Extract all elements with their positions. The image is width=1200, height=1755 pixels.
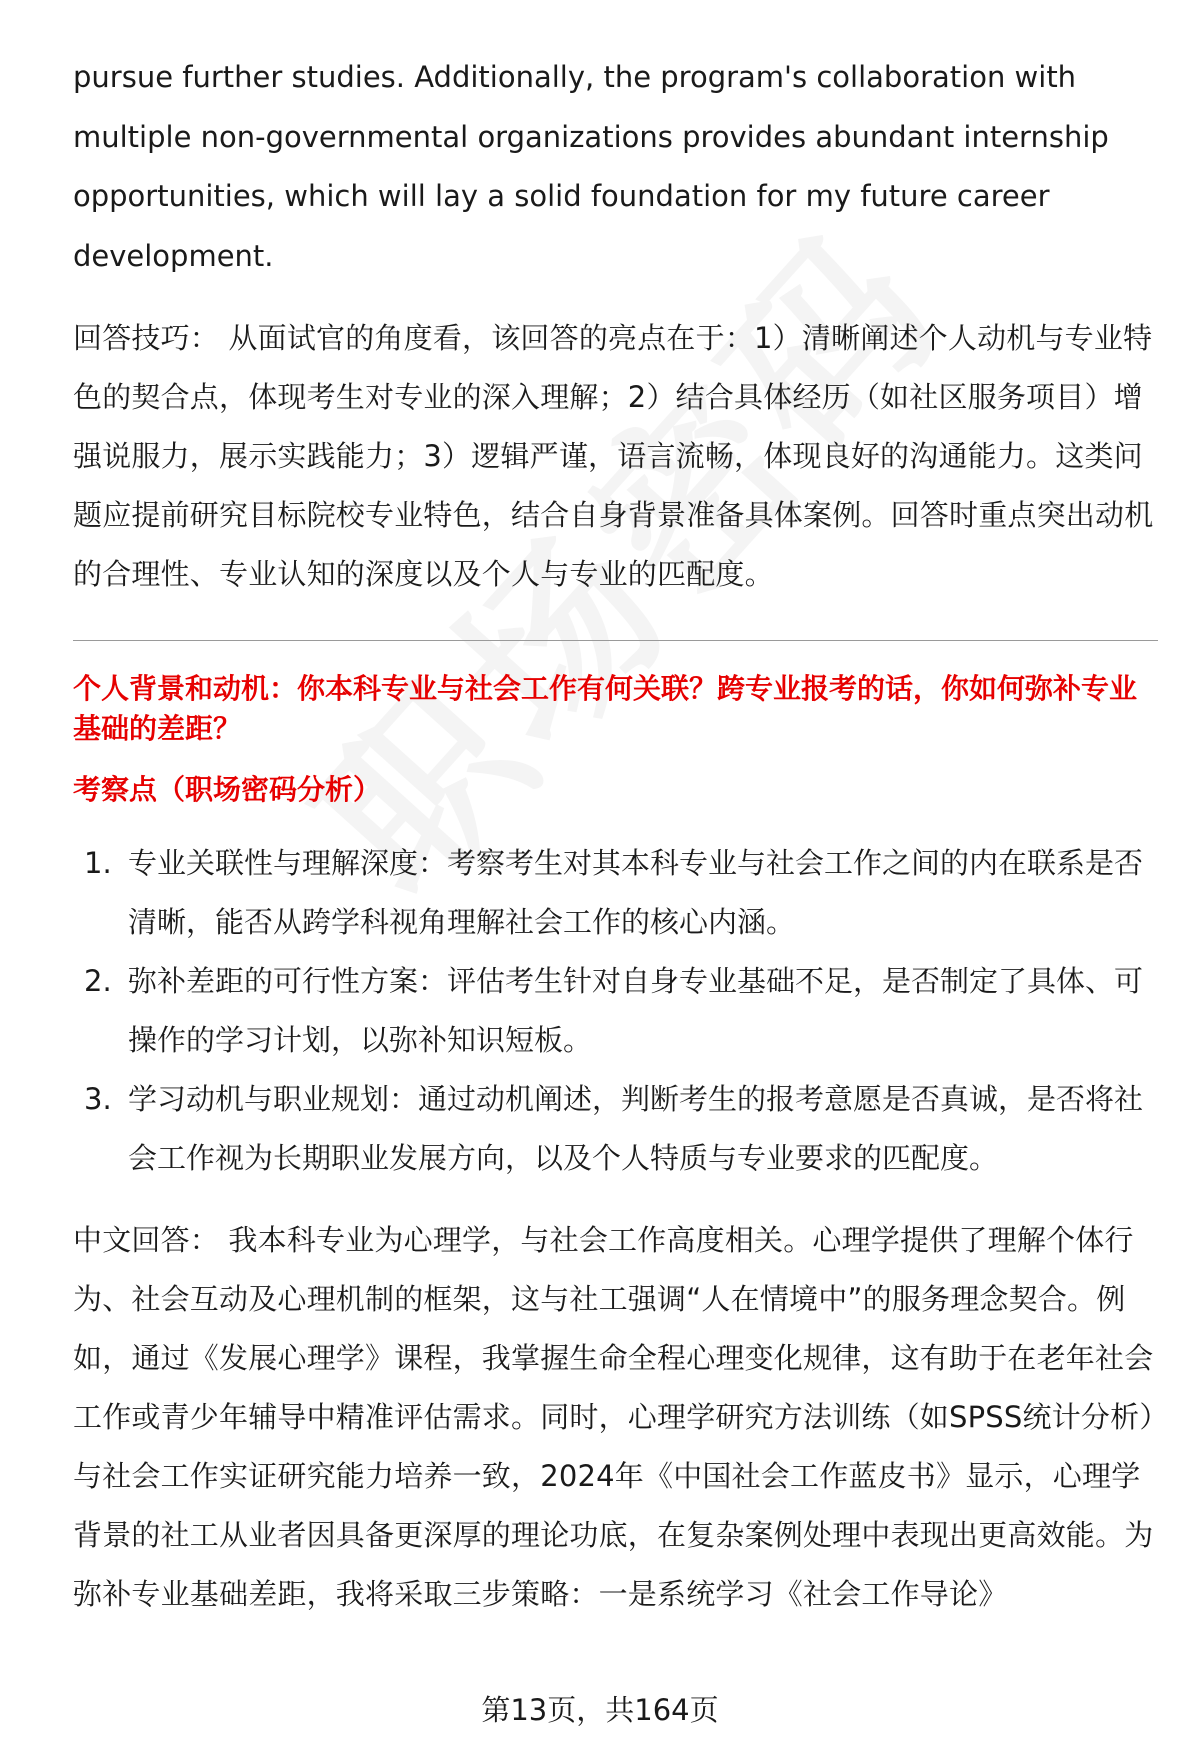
list-item-text: 学习动机与职业规划：通过动机阐述，判断考生的报考意愿是否真诚，是否将社会工作视为长期职业发展方向，以及个人特质与专业要求的匹配度。 <box>128 1082 1144 1175</box>
section-divider <box>73 640 1158 641</box>
question-heading: 个人背景和动机：你本科专业与社会工作有何关联？跨专业报考的话，你如何弥补专业基础的差距？ <box>73 672 1138 745</box>
list-item <box>73 952 1158 1070</box>
list-item <box>73 1070 1158 1188</box>
focus-points-list <box>73 834 1158 1188</box>
answer-tips-paragraph: 回答技巧： 从面试官的角度看，该回答的亮点在于：1）清晰阐述个人动机与专业特色的契合点，体现考生对专业的深入理解；2）结合具体经历（如社区服务项目）增强说服力，展示实践能力；3）逻辑严谨，语言流畅，体现良好的沟通能力。这类问题应提前研究目标院校专业特色，结合自身背景准备具体案例。回答时重点突出动机的合理性、专业认知的深度以及个人与专业的匹配度。 <box>73 321 1154 591</box>
list-item <box>73 834 1158 952</box>
document-page <box>73 48 1158 1624</box>
list-item-number: 3. <box>84 1082 112 1116</box>
english-answer-paragraph: pursue further studies. Additionally, the program's collaboration with multiple non-governmental organizations provides abundant internship opportunities, which will lay a solid foundation for my future career development. <box>73 60 1109 273</box>
list-item-number: 1. <box>84 846 112 880</box>
list-item-text: 弥补差距的可行性方案：评估考生针对自身专业基础不足，是否制定了具体、可操作的学习计划，以弥补知识短板。 <box>128 964 1144 1057</box>
list-item-text: 专业关联性与理解深度：考察考生对其本科专业与社会工作之间的内在联系是否清晰，能否从跨学科视角理解社会工作的核心内涵。 <box>128 846 1144 939</box>
chinese-answer-paragraph: 中文回答： 我本科专业为心理学，与社会工作高度相关。心理学提供了理解个体行为、社会互动及心理机制的框架，这与社工强调“人在情境中”的服务理念契合。例如，通过《发展心理学》课程，我掌握生命全程心理变化规律，这有助于在老年社会工作或青少年辅导中精准评估需求。同时，心理学研究方法训练（如SPSS统计分析）与社会工作实证研究能力培养一致，2024年《中国社会工作蓝皮书》显示，心理学背景的社工从业者因具备更深厚的理论功底，在复杂案例处理中表现出更高效能。为弥补专业基础差距，我将采取三步策略：一是系统学习《社会工作导论》 <box>73 1223 1155 1611</box>
page-footer: 第13页，共164页 <box>481 1693 719 1727</box>
list-item-number: 2. <box>84 964 112 998</box>
focus-heading: 考察点（职场密码分析） <box>73 773 382 806</box>
